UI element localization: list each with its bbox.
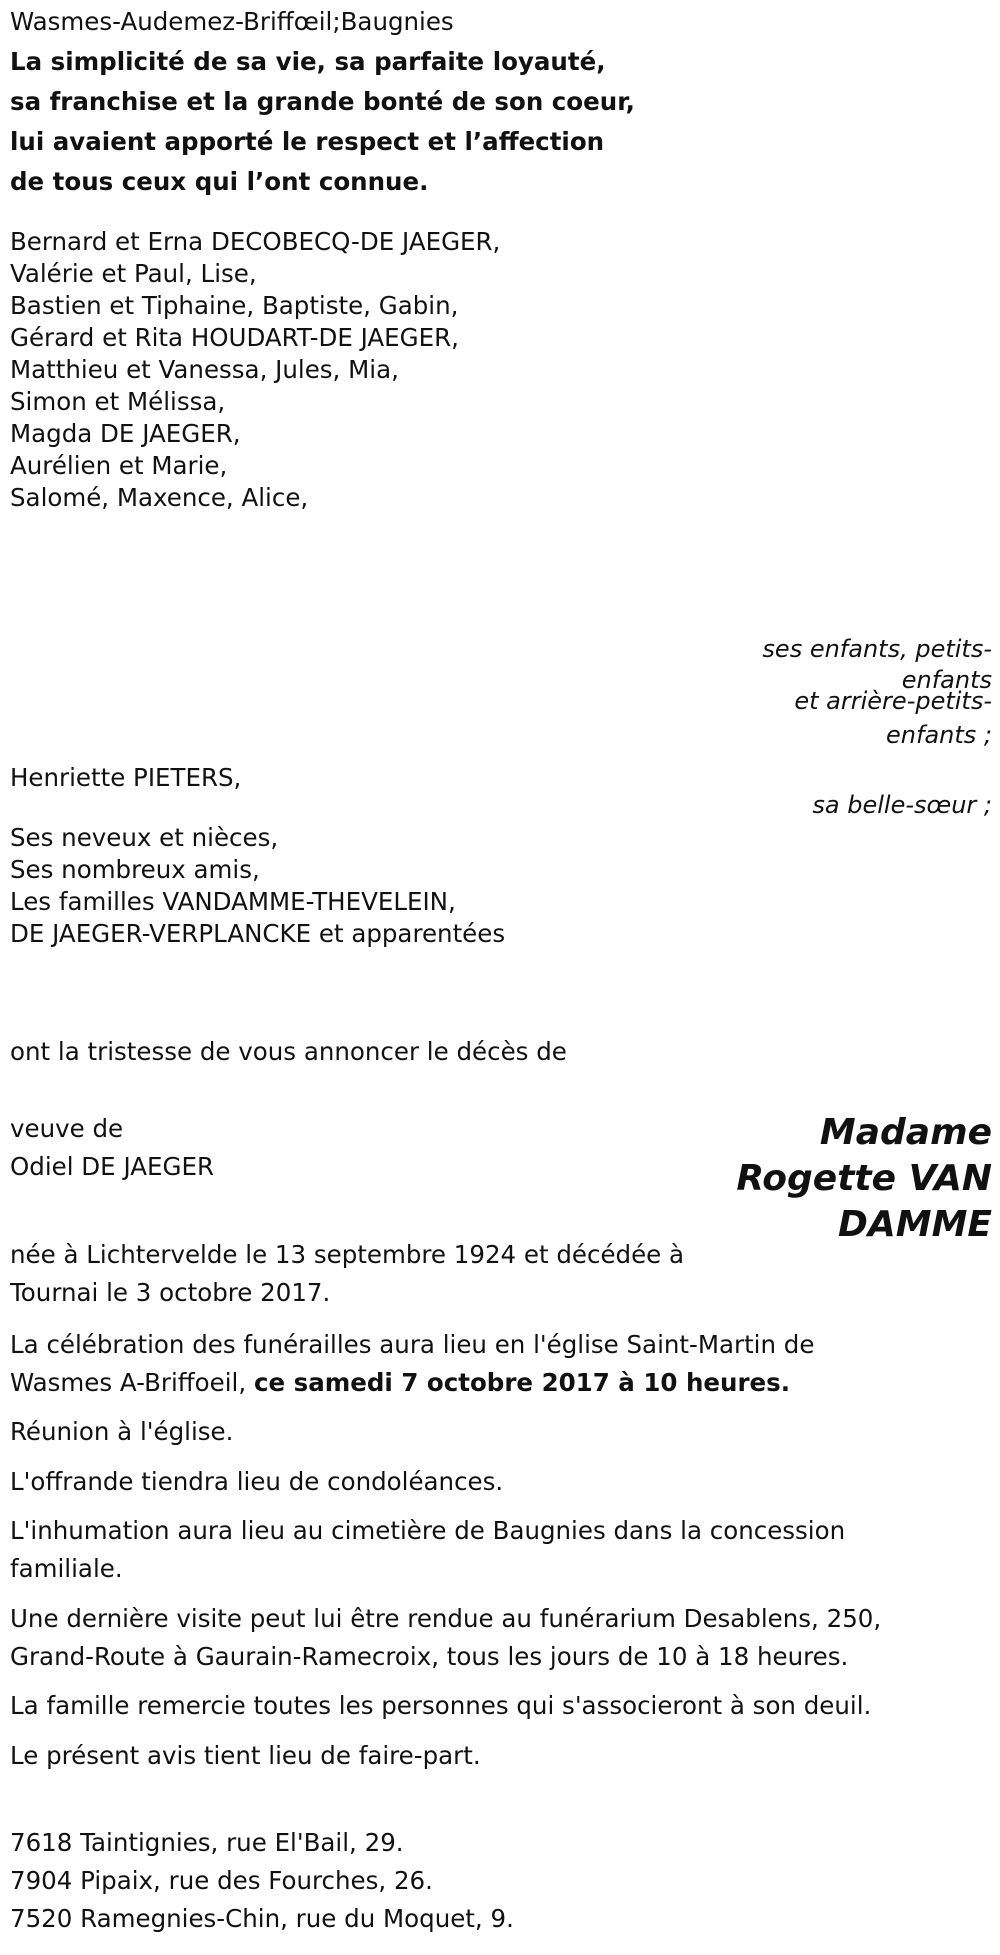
family-member: Valérie et Paul, Lise, [10,259,257,288]
family-member: Simon et Mélissa, [10,387,226,416]
family-role-line: ses enfants, petits- [762,635,992,663]
burial-line: L'inhumation aura lieu au cimetière de Baugnies dans la concession [10,1516,846,1545]
widow-of-line: Odiel DE JAEGER [10,1152,214,1181]
address-line: 7904 Pipaix, rue des Fourches, 26. [10,1866,433,1895]
address-line: 7618 Taintignies, rue El'Bail, 29. [10,1828,404,1857]
address-line: 7520 Ramegnies-Chin, rue du Moquet, 9. [10,1904,514,1933]
quote-line: lui avaient apporté le respect et l’affection [10,127,605,156]
ceremony-line: La célébration des funérailles aura lieu en l'église Saint-Martin de [10,1330,815,1359]
ceremony-date: ce samedi 7 octobre 2017 à 10 heures. [253,1368,791,1397]
quote-line: sa franchise et la grande bonté de son coeur, [10,87,635,116]
family-member: Bernard et Erna DECOBECQ-DE JAEGER, [10,227,501,256]
birth-death-line: Tournai le 3 octobre 2017. [10,1278,331,1307]
others-line: Les familles VANDAMME-THEVELEIN, [10,887,456,916]
others-line: Ses nombreux amis, [10,855,260,884]
ceremony-place: Wasmes A-Briffoeil, [10,1368,254,1397]
others-line: Ses neveux et nièces, [10,823,279,852]
announcement: ont la tristesse de vous annoncer le décès de [10,1037,567,1066]
family-member: Magda DE JAEGER, [10,419,241,448]
birth-death-line: née à Lichtervelde le 13 septembre 1924 et décédée à [10,1240,685,1269]
header-location: Wasmes-Audemez-Briffœil;Baugnies [10,7,454,36]
deceased-name [736,1110,992,1248]
quote-line: La simplicité de sa vie, sa parfaite loyauté, [10,47,606,76]
family-role-continued [794,686,992,750]
family-member: Salomé, Maxence, Alice, [10,483,309,512]
ceremony-line [10,1364,814,1402]
deceased-name-line: DAMME [838,1204,992,1245]
meeting: Réunion à l'église. [10,1417,234,1446]
family-role-line: enfants ; [886,721,992,749]
family-role-line: enfants [901,666,992,694]
widow-of-line: veuve de [10,1114,124,1143]
family-member: Gérard et Rita HOUDART-DE JAEGER, [10,323,459,352]
family-member: Matthieu et Vanessa, Jules, Mia, [10,355,399,384]
sister-in-law-role: sa belle-sœur ; [812,791,992,819]
notice: Le présent avis tient lieu de faire-part. [10,1741,481,1770]
quote-line: de tous ceux qui l’ont connue. [10,167,429,196]
ceremony [10,1326,814,1402]
family-role-line: et arrière-petits- [794,687,992,715]
quote-block [10,42,635,202]
deceased-name-line: Rogette VAN [736,1158,992,1199]
burial-line: familiale. [10,1554,123,1583]
visit-line: Une dernière visite peut lui être rendue au funérarium Desablens, 250, [10,1604,882,1633]
visit [10,1600,881,1676]
family-list [10,226,500,514]
offering: L'offrande tiendra lieu de condoléances. [10,1467,504,1496]
widow-of [10,1110,214,1186]
visit-line: Grand-Route à Gaurain-Ramecroix, tous les jours de 10 à 18 heures. [10,1642,849,1671]
burial [10,1512,845,1588]
thanks: La famille remercie toutes les personnes qui s'associeront à son deuil. [10,1691,872,1720]
others-line: DE JAEGER-VERPLANCKE et apparentées [10,919,506,948]
family-member: Bastien et Tiphaine, Baptiste, Gabin, [10,291,459,320]
family-member: Aurélien et Marie, [10,451,228,480]
addresses [10,1824,514,1938]
deceased-name-line: Madame [819,1112,992,1153]
others-list [10,822,505,950]
sister-in-law: Henriette PIETERS, [10,763,242,792]
birth-death [10,1236,684,1312]
